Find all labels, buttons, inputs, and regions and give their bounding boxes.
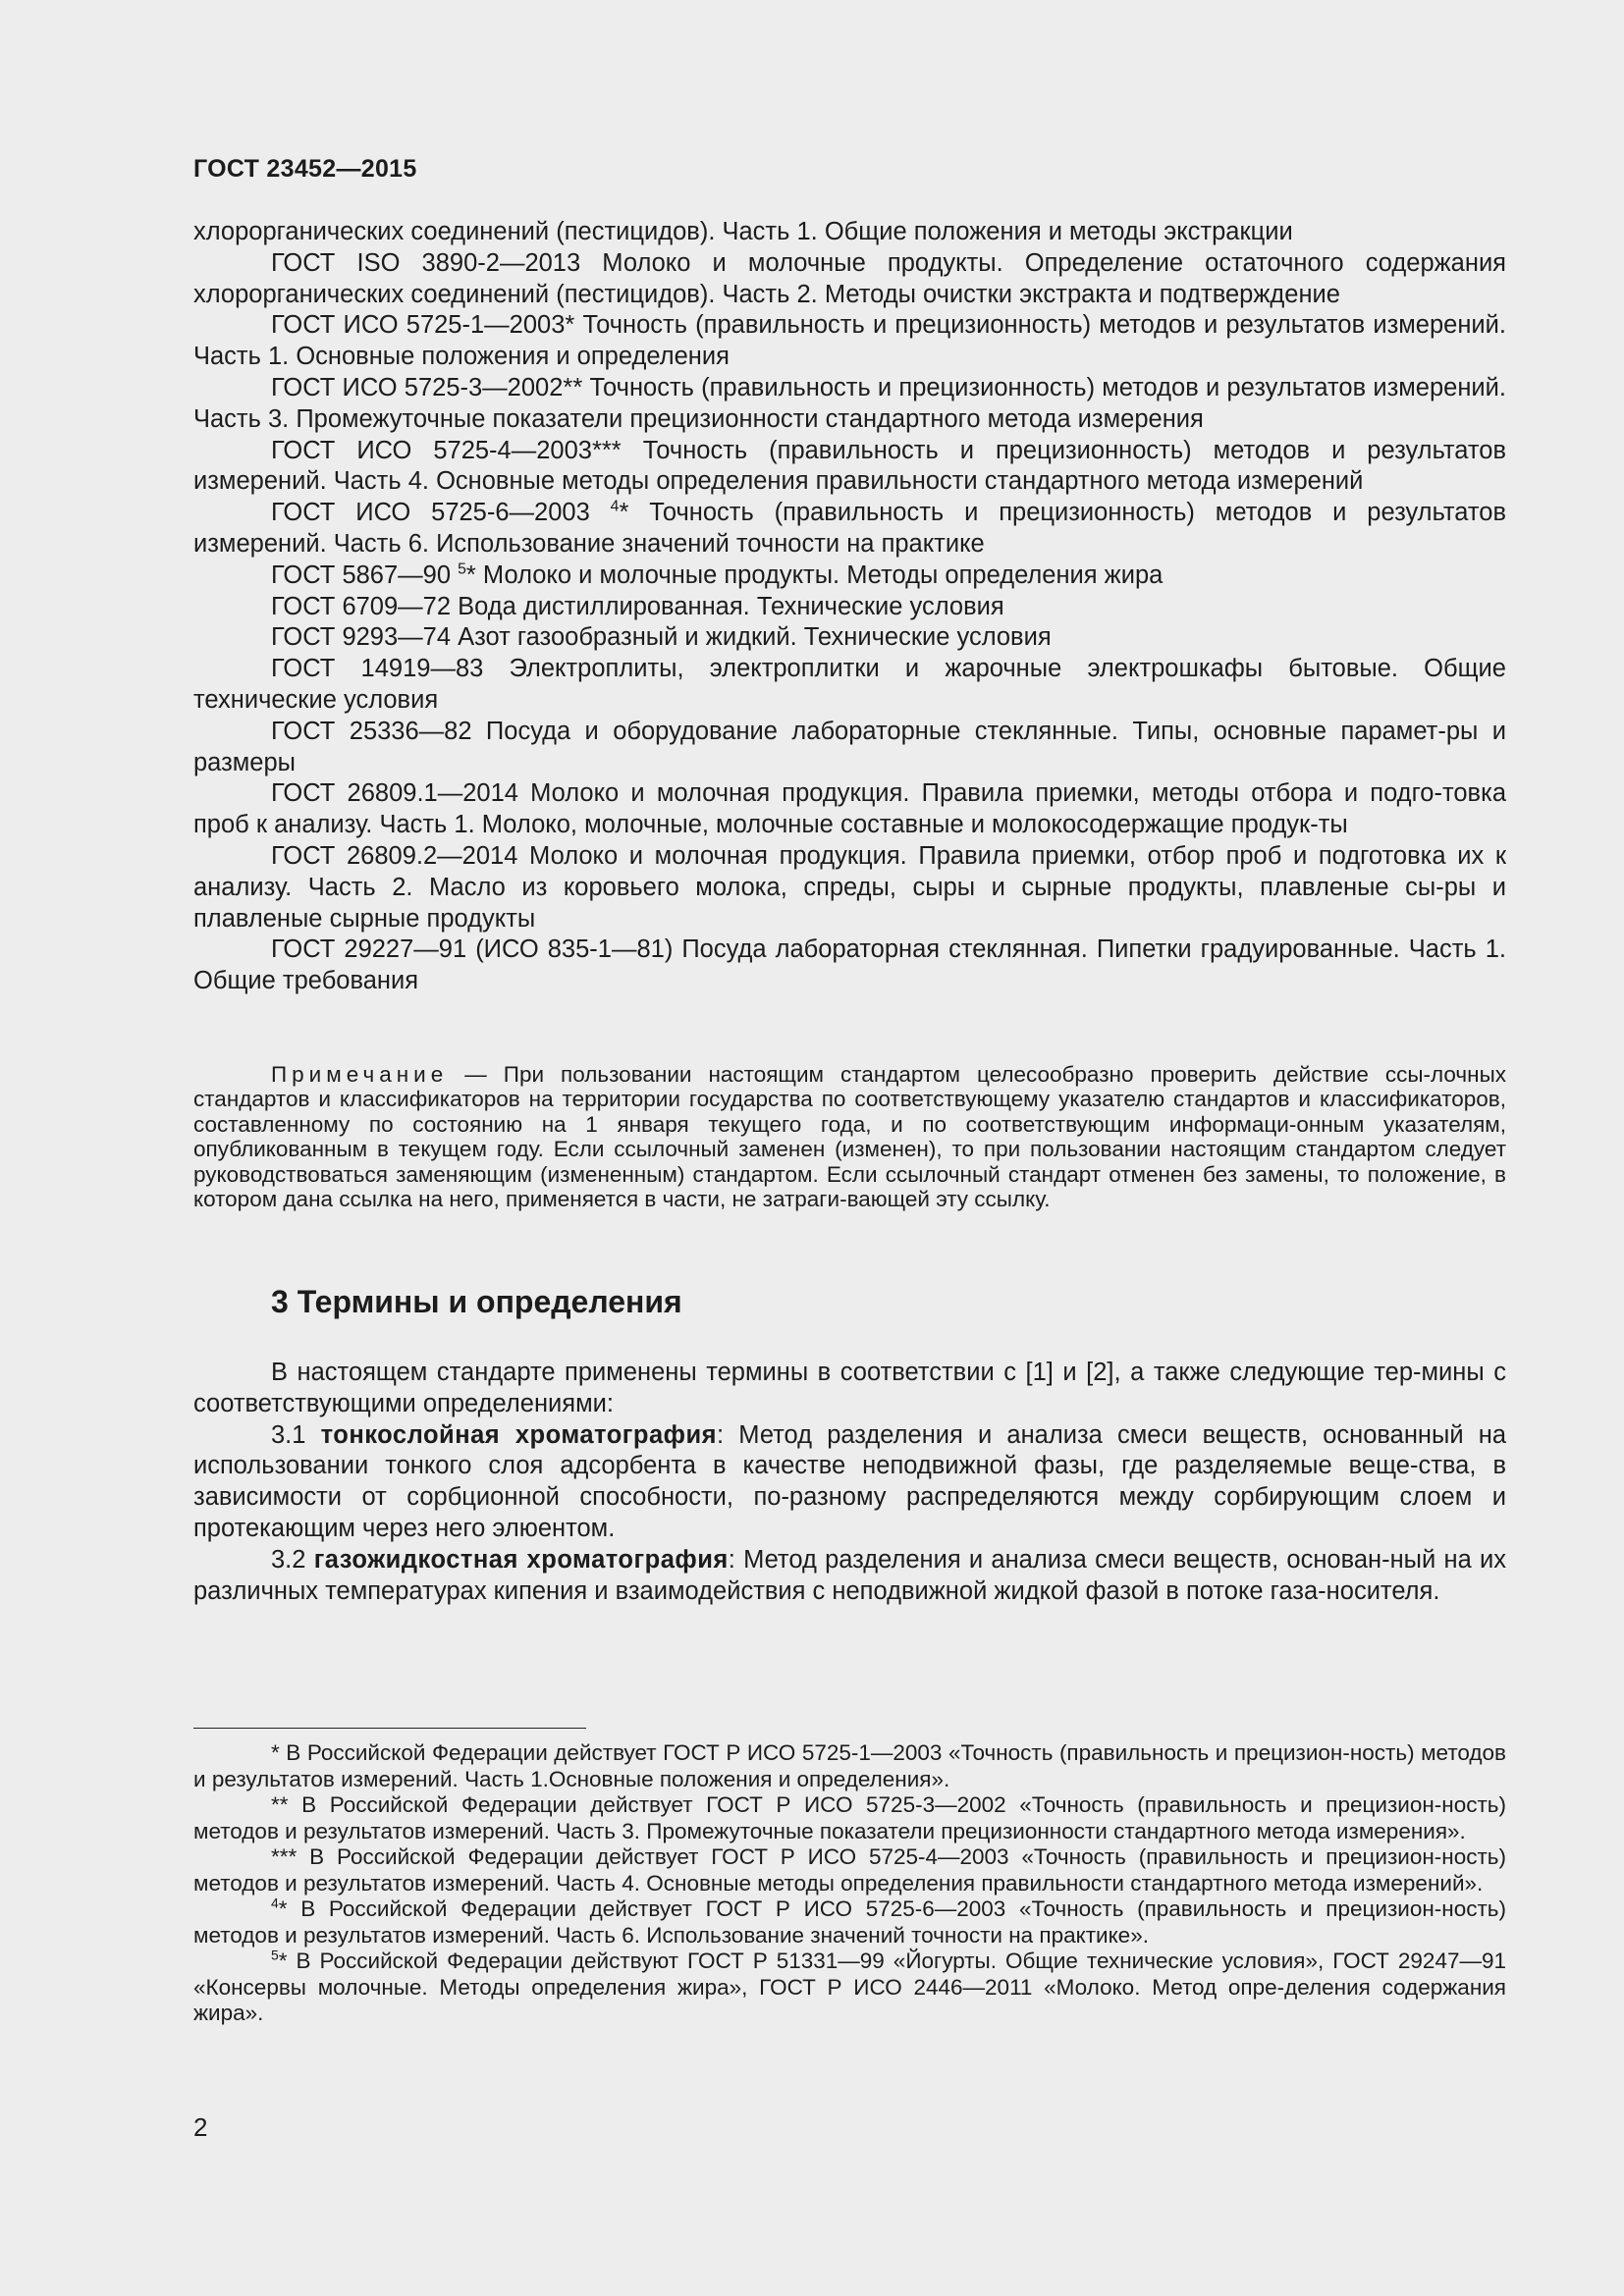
term-definition (193, 1420, 1506, 1545)
footnote-marker: 5 (271, 1947, 279, 1963)
reference-item: ГОСТ 29227—91 (ИСО 835-1—81) Посуда лабораторная стеклянная. Пипетки градуированные. Часть 1. Общие требования (193, 935, 1506, 995)
footnote-marker: 4 (271, 1895, 279, 1911)
footnote: * В Российской Федерации действует ГОСТ Р ИСО 5725-1—2003 «Точность (правильность и прецизион-ность) методов и результатов измерений. Часть 1.Основные положения и определения». (193, 1740, 1506, 1791)
reference-item (193, 498, 1506, 561)
normative-references (193, 217, 1506, 997)
terms-block (193, 1358, 1506, 1607)
document-header: ГОСТ 23452—2015 (193, 155, 417, 183)
reference-item: ГОСТ 26809.2—2014 Молоко и молочная продукция. Правила приемки, отбор проб и подготовка их к анализу. Часть 2. Масло из коровьего молока, спреды, сыры и сырные продукты, плавленые сы-ры и плавленые сырные продукты (193, 841, 1506, 933)
reference-item: ГОСТ ИСО 5725-1—2003* Точность (правильность и прецизионность) методов и результатов измерений. Часть 1. Основные положения и определения (193, 311, 1506, 371)
reference-text: ГОСТ 5867—90 (271, 561, 459, 589)
note-block (193, 1062, 1506, 1211)
reference-item: ГОСТ 14919—83 Электроплиты, электроплитки и жарочные электрошкафы бытовые. Общие технические условия (193, 655, 1506, 714)
footnote: ** В Российской Федерации действует ГОСТ Р ИСО 5725-3—2002 «Точность (правильность и прецизион-ность) методов и результатов измерений. Часть 3. Промежуточные показатели прецизионности стандартного метода измерения». (193, 1792, 1506, 1843)
reference-item: ГОСТ 9293—74 Азот газообразный и жидкий. Технические условия (271, 623, 1052, 652)
reference-continuation: хлорорганических соединений (пестицидов). Часть 1. Общие положения и методы экстракции (193, 218, 1293, 245)
footnote-divider (193, 1728, 586, 1729)
reference-item: ГОСТ 6709—72 Вода дистиллированная. Технические условия (271, 592, 1004, 620)
reference-item (193, 561, 1506, 592)
term-text: : Метод разделения и анализа смеси веществ, основанный на использовании тонкого слоя адсорбента в качестве неподвижной фазы, где разделяемые веще-ства, в зависимости от сорбционной способности, по-разному распределяются между сорбирующим слоем и протекающим через него элюентом. (193, 1420, 1506, 1542)
footnotes (193, 1740, 1506, 2027)
footnote-marker: 4 (610, 498, 620, 515)
note-text: — При пользовании настоящим стандартом целесообразно проверить действие ссы-лочных стандартов и классификаторов на территории государства по соответствующему указателю стандартов и классификаторов, составленному по состоянию на 1 января текущего года, и по соответствующим информаци-онным указателям, опубликованным в текущем году. Если ссылочный заменен (изменен), то при пользовании настоящим стандартом следует руководствоваться заменяющим (измененным) стандартом. Если ссылочный стандарт отменен без замены, то положение, в котором дана ссылка на него, применяется в части, не затраги-вающей эту ссылку. (193, 1062, 1506, 1212)
page-number: 2 (193, 2112, 208, 2142)
reference-text: ГОСТ ИСО 5725-6—2003 (271, 499, 611, 527)
footnote (193, 1949, 1506, 2027)
reference-item: ГОСТ 25336—82 Посуда и оборудование лабораторные стеклянные. Типы, основные парамет-ры и размеры (193, 717, 1506, 776)
term-definition (193, 1545, 1506, 1608)
footnote-text: * В Российской Федерации действует ГОСТ Р ИСО 5725-6—2003 «Точность (правильность и прецизион-ность) методов и результатов измерений. Часть 6. Использование значений точности на практике». (193, 1896, 1506, 1948)
reference-item: ГОСТ ИСО 5725-3—2002** Точность (правильность и прецизионность) методов и результатов измерений. Часть 3. Промежуточные показатели прецизионности стандартного метода измерения (193, 373, 1506, 433)
reference-item: ГОСТ ISO 3890-2—2013 Молоко и молочные продукты. Определение остаточного содержания хлорорганических соединений (пестицидов). Часть 2. Методы очистки экстракта и подтверждение (193, 248, 1506, 308)
note-paragraph (193, 1062, 1506, 1211)
term-text: : Метод разделения и анализа смеси веществ, основан-ный на их различных температурах кипения и взаимодействия с неподвижной жидкой фазой в потоке газа-носителя. (193, 1545, 1506, 1605)
terms-intro: В настоящем стандарте применены термины в соответствии с [1] и [2], а также следующие тер-мины с соответствующими определениями: (193, 1359, 1506, 1417)
reference-text: * Молоко и молочные продукты. Методы определения жира (465, 561, 1164, 589)
reference-item: ГОСТ ИСО 5725-4—2003*** Точность (правильность и прецизионность) методов и результатов измерений. Часть 4. Основные методы определения правильности стандартного метода измерений (193, 436, 1506, 496)
footnote-marker: 5 (458, 561, 466, 578)
term-name: газожидкостная хроматография (313, 1545, 729, 1574)
footnote: *** В Российской Федерации действует ГОСТ Р ИСО 5725-4—2003 «Точность (правильность и прецизион-ность) методов и результатов измерений. Часть 4. Основные методы определения правильности стандартного метода измерений». (193, 1844, 1506, 1896)
note-label: Примечание (271, 1062, 449, 1087)
footnote-text: * В Российской Федерации действуют ГОСТ Р 51331—99 «Йогурты. Общие технические условия», ГОСТ 29247—91 «Консервы молочные. Методы определения жира», ГОСТ Р ИСО 2446—2011 «Молоко. Метод опре-деления содержания жира». (193, 1949, 1506, 2025)
reference-item: ГОСТ 26809.1—2014 Молоко и молочная продукция. Правила приемки, методы отбора и подго-товка проб к анализу. Часть 1. Молоко, молочные, молочные составные и молокосодержащие продук-ты (193, 779, 1506, 839)
term-number: 3.2 (271, 1545, 314, 1574)
term-number: 3.1 (271, 1420, 321, 1449)
reference-text: * Точность (правильность и прецизионность) методов и результатов измерений. Часть 6. Использование значений точности на практике (193, 499, 1506, 558)
section-title: 3 Термины и определения (271, 1284, 682, 1319)
term-name: тонкослойная хроматография (320, 1420, 718, 1449)
footnote (193, 1896, 1506, 1949)
